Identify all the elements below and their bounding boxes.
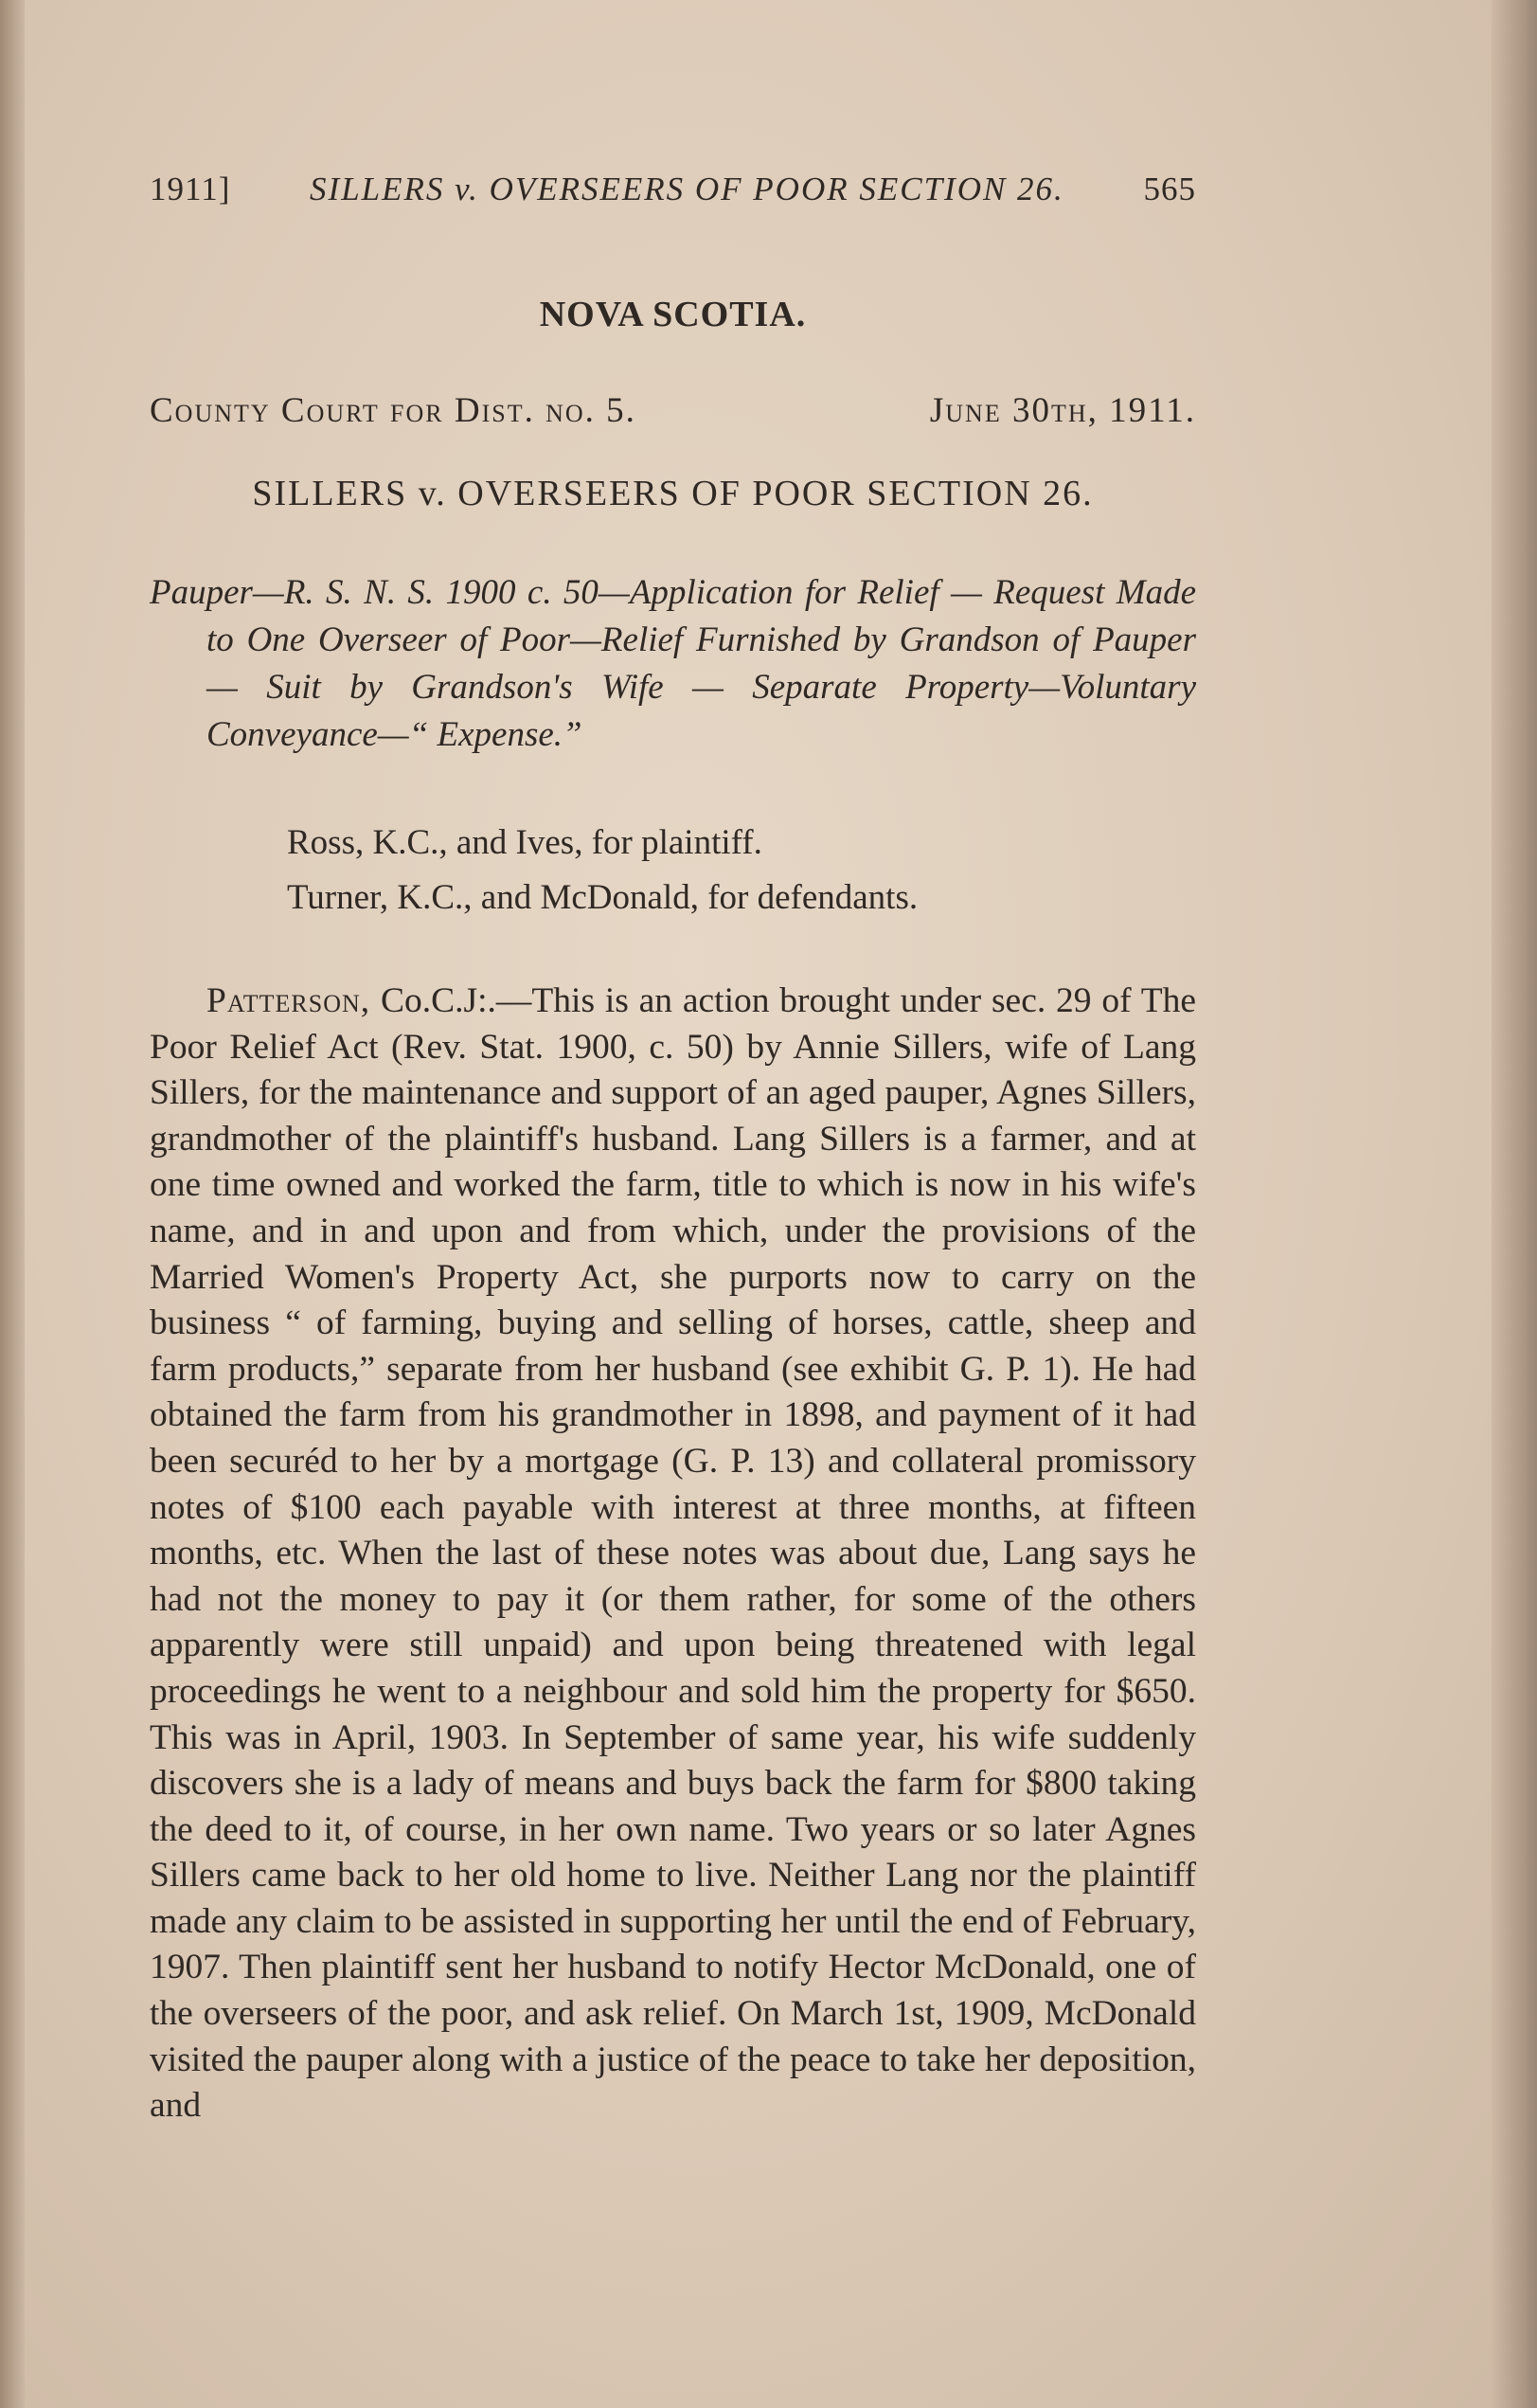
page-content	[150, 171, 1196, 2129]
province-heading: NOVA SCOTIA.	[539, 295, 807, 334]
page-binding-edge	[0, 0, 25, 2408]
counsel-defendants: Turner, K.C., and McDonald, for defendants.	[287, 878, 919, 917]
case-title: SILLERS v. OVERSEERS OF POOR SECTION 26.	[252, 474, 1094, 513]
running-head-title: SILLERS v. OVERSEERS OF POOR SECTION 26.	[310, 171, 1064, 207]
decision-date: June 30th, 1911.	[929, 391, 1196, 430]
judge-name: Patterson,	[206, 981, 371, 1020]
page-fore-edge	[1492, 0, 1537, 2408]
page-number: 565	[1143, 171, 1196, 207]
court-line	[150, 390, 1196, 431]
court-name: County Court for Dist. no. 5.	[150, 391, 636, 430]
running-head	[150, 171, 1196, 208]
headnote: Pauper—R. S. N. S. 1900 c. 50—Application for Relief — Request Made to One Overseer of Poor—Relief Furnished by Grandson of Pauper — Suit by Grandson's Wife — Separate Property—Voluntary Conveyance—“ Expense.”	[150, 573, 1196, 754]
judgment-text: Co.C.J:.—This is an action brought under sec. 29 of The Poor Relief Act (Rev. Stat. 1900, c. 50) by Annie Sillers, wife of Lang Sillers, for the maintenance and support of an aged pauper, Agnes Sillers, grandmother of the plaintiff's husband. Lang Sillers is a farmer, and at one time owned and worked the farm, title to which is now in his wife's name, and in and upon and from which, under the provisions of the Married Women's Property Act, she purports now to carry on the business “ of farming, buying and selling of horses, cattle, sheep and farm products,” separate from her husband (see exhibit G. P. 1). He had obtained the farm from his grandmother in 1898, and payment of it had been securéd to her by a mortgage (G. P. 13) and collateral promissory notes of $100 each payable with interest at three months, at fifteen months, etc. When the last of these notes was about due, Lang says he had not the money to pay it (or them rather, for some of the others apparently were still unpaid) and upon being threatened with legal proceedings he went to a neighbour and sold him the property for $650. This was in April, 1903. In September of same year, his wife suddenly discovers she is a lady of means and buys back the farm for $800 taking the deed to it, of course, in her own name. Two years or so later Agnes Sillers came back to her old home to live. Neither Lang nor the plaintiff made any claim to be assisted in supporting her until the end of February, 1907. Then plaintiff sent her husband to notify Hector McDonald, one of the overseers of the poor, and ask relief. On March 1st, 1909, McDonald visited the pauper along with a justice of the peace to take her deposition, and	[150, 981, 1196, 2126]
counsel-plaintiff: Ross, K.C., and Ives, for plaintiff.	[287, 823, 762, 862]
counsel-list	[150, 816, 1196, 925]
judgment-paragraph	[150, 979, 1196, 2129]
running-head-year: 1911]	[150, 171, 231, 207]
